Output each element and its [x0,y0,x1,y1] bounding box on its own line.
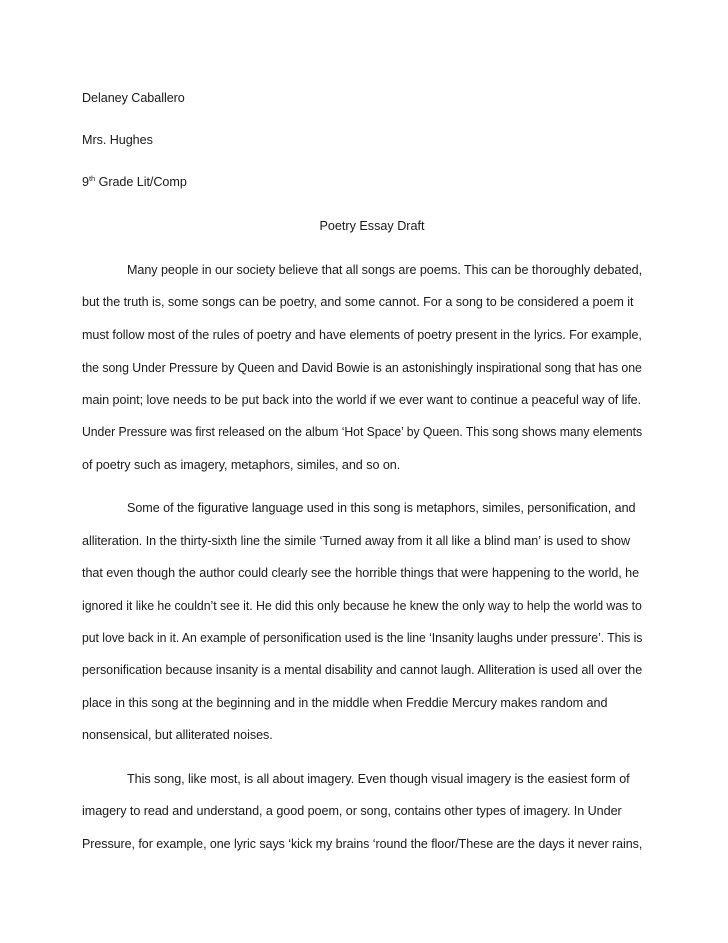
body-line: imagery to read and understand, a good poem, or song, contains other types of imagery. In Under [82,804,622,818]
body-line: Many people in our society believe that all songs are poems. This can be thoroughly debated, [127,263,643,277]
body-line: place in this song at the beginning and in the middle when Freddie Mercury makes random and [82,696,608,710]
body-line: Pressure, for example, one lyric says ‘kick my brains ‘round the floor/These are the days it never rains, [82,837,643,851]
course-line [82,174,187,190]
body-line: alliteration. In the thirty-sixth line the simile ‘Turned away from it all like a blind man’ is used to show [82,534,631,548]
essay-title [0,218,728,234]
body-line: ignored it like he couldn’t see it. He did this only because he knew the only way to help the world was to [82,599,642,613]
body-line: put love back in it. An example of personification used is the line ‘Insanity laughs under pressure’. This is [82,631,643,645]
course-suffix: Grade Lit/Comp [95,175,187,189]
body-line: This song, like most, is all about imagery. Even though visual imagery is the easiest form of [127,772,630,786]
teacher-name: Mrs. Hughes [82,133,153,147]
body-line: personification because insanity is a mental disability and cannot laugh. Alliteration is used all over the [82,663,643,677]
course-prefix: 9 [82,175,89,189]
course-superscript: th [88,173,96,183]
body-line: but the truth is, some songs can be poetry, and some cannot. For a song to be considered a poem it [82,295,634,309]
body-line: of poetry such as imagery, metaphors, similes, and so on. [82,458,401,472]
student-name: Delaney Caballero [82,91,185,105]
body-line: main point; love needs to be put back into the world if we ever want to continue a peaceful way of life. [82,393,642,407]
body-line: nonsensical, but alliterated noises. [82,728,273,742]
body-line: Some of the figurative language used in this song is metaphors, similes, personification, and [127,501,636,515]
body-line: that even though the author could clearly see the horrible things that were happening to the world, he [82,566,640,580]
body-line: Under Pressure was first released on the album ‘Hot Space’ by Queen. This song shows many elements [82,425,643,439]
body-line: the song Under Pressure by Queen and David Bowie is an astonishingly inspirational song that has one [82,361,642,375]
essay-title-text: Poetry Essay Draft [319,219,425,233]
body-line: must follow most of the rules of poetry and have elements of poetry present in the lyrics. For example, [82,328,642,342]
